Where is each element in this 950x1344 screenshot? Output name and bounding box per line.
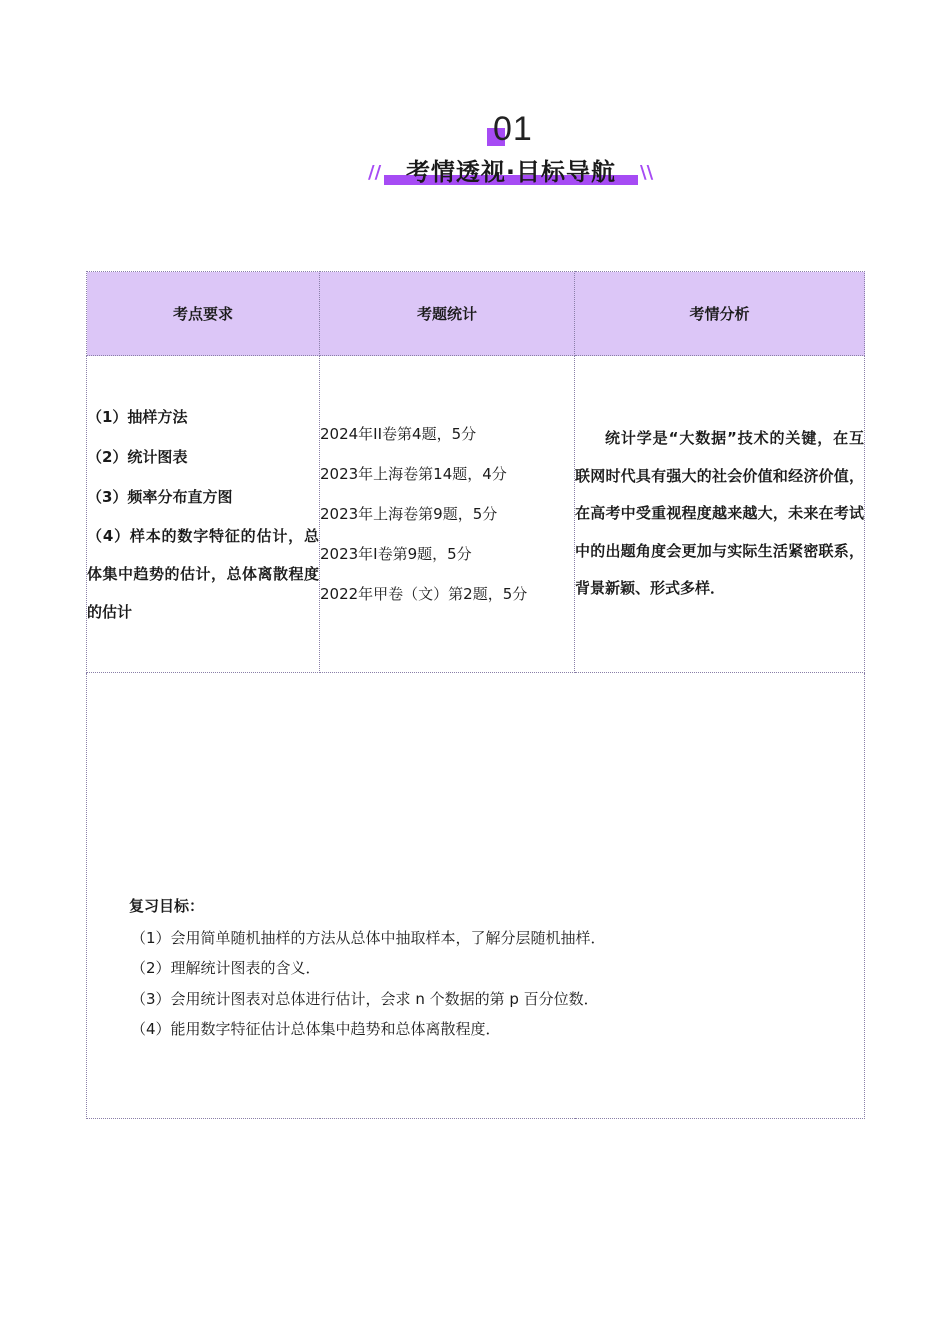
right-decoration: \\ [640, 162, 654, 183]
goal-item: （1）会用简单随机抽样的方法从总体中抽取样本，了解分层随机抽样． [131, 928, 606, 947]
stat-item: 2023年上海卷第14题，4分 [320, 465, 507, 483]
goal-item: （4）能用数字特征估计总体集中趋势和总体离散程度． [131, 1020, 501, 1038]
table-content-row [87, 356, 865, 673]
section-title: 考情透视·目标导航 [405, 158, 617, 186]
goals-row [87, 673, 865, 1119]
exam-overview-table [86, 271, 865, 1119]
header-exam-stats: 考题统计 [320, 272, 575, 356]
point-item: （1）抽样方法 [87, 408, 188, 426]
exam-analysis-cell [575, 356, 865, 673]
stat-item: 2023年I卷第9题，5分 [320, 545, 472, 563]
stat-item: 2024年II卷第4题，5分 [320, 425, 477, 443]
goal-item: （3）会用统计图表对总体进行估计，会求 n 个数据的第 p 百分位数． [131, 989, 599, 1008]
header-exam-points: 考点要求 [87, 272, 320, 356]
left-decoration: // [368, 162, 382, 183]
exam-stats-cell [320, 356, 575, 673]
section-header [0, 108, 950, 198]
goals-title: 复习目标： [129, 896, 205, 915]
table-header-row [87, 272, 865, 356]
point-item: （3）频率分布直方图 [87, 488, 233, 506]
point-item: （2）统计图表 [87, 448, 188, 466]
analysis-text: 统计学是“大数据”技术的关键，在互联网时代具有强大的社会价值和经济价值，在高考中受重视程度越来越大，未来在考试中的出题角度会更加与实际生活紧密联系，背景新颖、形式多样． [575, 429, 864, 598]
section-number: 01 [493, 110, 533, 148]
goal-item: （2）理解统计图表的含义． [131, 959, 321, 977]
exam-points-cell [87, 356, 320, 673]
stat-item: 2022年甲卷（文）第2题，5分 [320, 585, 528, 603]
header-exam-analysis: 考情分析 [575, 272, 865, 356]
stat-item: 2023年上海卷第9题，5分 [320, 505, 498, 523]
point-item: （4）样本的数字特征的估计，总体集中趋势的估计，总体离散程度的估计 [87, 527, 319, 621]
review-goals-cell [87, 673, 865, 1119]
